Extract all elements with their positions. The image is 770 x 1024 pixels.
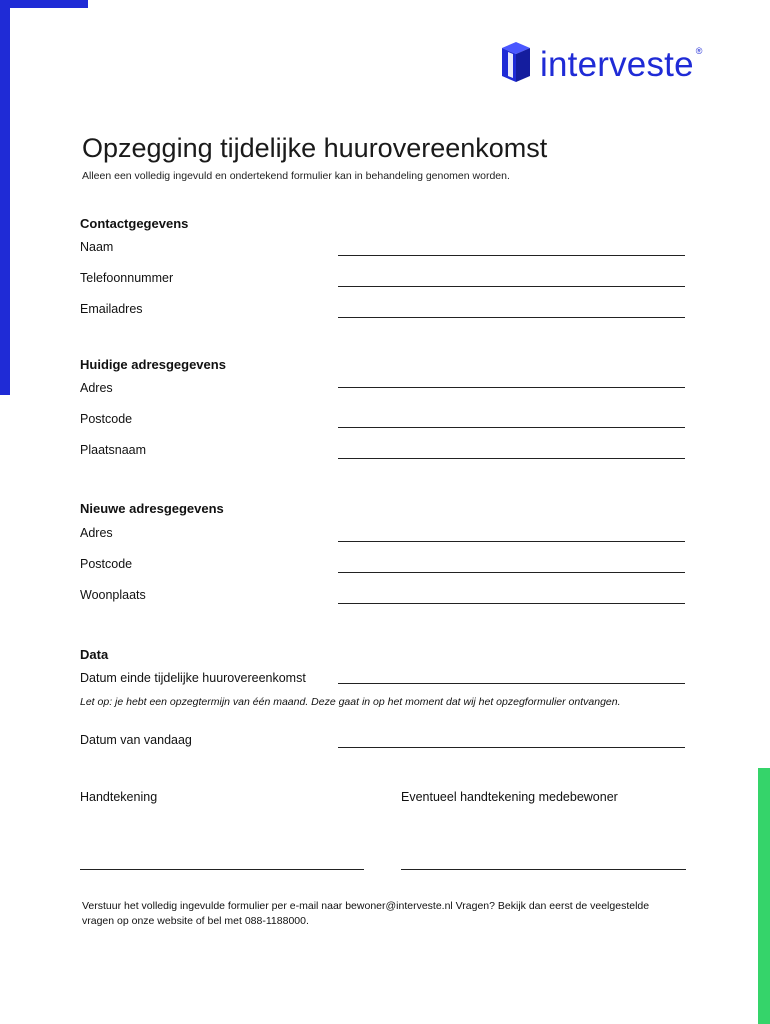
input-line-new-postcode[interactable]: [338, 572, 685, 573]
left-accent-bar: [0, 0, 10, 395]
input-line-current-postcode[interactable]: [338, 427, 685, 428]
field-label-today-date: Datum van vandaag: [80, 733, 192, 747]
section-heading-new-address: Nieuwe adresgegevens: [80, 501, 224, 516]
footer-instructions: Verstuur het volledig ingevulde formulier per e-mail naar bewoner@interveste.nl Vragen? Bekijk dan eerst de veelgestelde vragen op onze website of bel met 088-1188000.: [82, 900, 650, 927]
input-line-today-date[interactable]: [338, 747, 685, 748]
input-line-new-adres[interactable]: [338, 541, 685, 542]
field-label-new-adres: Adres: [80, 526, 113, 540]
input-line-current-adres[interactable]: [338, 387, 685, 388]
notice-text: Let op: je hebt een opzegtermijn van één maand. Deze gaat in op het moment dat wij het opzegformulier ontvangen.: [80, 696, 621, 708]
section-heading-contact: Contactgegevens: [80, 216, 189, 231]
top-accent-bar: [0, 0, 88, 8]
field-label-telefoonnummer: Telefoonnummer: [80, 271, 174, 285]
field-label-current-adres: Adres: [80, 381, 113, 395]
field-label-naam: Naam: [80, 240, 114, 254]
section-heading-data: Data: [80, 647, 109, 662]
field-label-woonplaats: Woonplaats: [80, 588, 146, 602]
page-title: Opzegging tijdelijke huurovereenkomst: [82, 133, 548, 163]
field-label-end-date: Datum einde tijdelijke huurovereenkomst: [80, 671, 306, 685]
input-line-telefoonnummer[interactable]: [338, 286, 685, 287]
registered-mark: ®: [695, 45, 703, 56]
input-line-woonplaats[interactable]: [338, 603, 685, 604]
field-label-new-postcode: Postcode: [80, 557, 133, 571]
field-label-emailadres: Emailadres: [80, 302, 143, 316]
input-line-plaatsnaam[interactable]: [338, 458, 685, 459]
cube-logo-icon: [500, 42, 532, 87]
interveste-logo: [500, 42, 702, 87]
page-subtitle: Alleen een volledig ingevuld en ondertekend formulier kan in behandeling genomen worden.: [82, 170, 510, 182]
section-heading-current-address: Huidige adresgegevens: [80, 357, 226, 372]
right-accent-bar: [758, 768, 770, 1024]
input-line-emailadres[interactable]: [338, 317, 685, 318]
field-label-current-postcode: Postcode: [80, 412, 133, 426]
signature-line[interactable]: [80, 869, 364, 870]
field-label-plaatsnaam: Plaatsnaam: [80, 443, 147, 457]
logo-wordmark: interveste: [540, 44, 694, 84]
input-line-naam[interactable]: [338, 255, 685, 256]
co-resident-signature-label: Eventueel handtekening medebewoner: [401, 790, 618, 804]
signature-label: Handtekening: [80, 790, 158, 804]
co-resident-signature-line[interactable]: [401, 869, 686, 870]
input-line-end-date[interactable]: [338, 683, 685, 684]
